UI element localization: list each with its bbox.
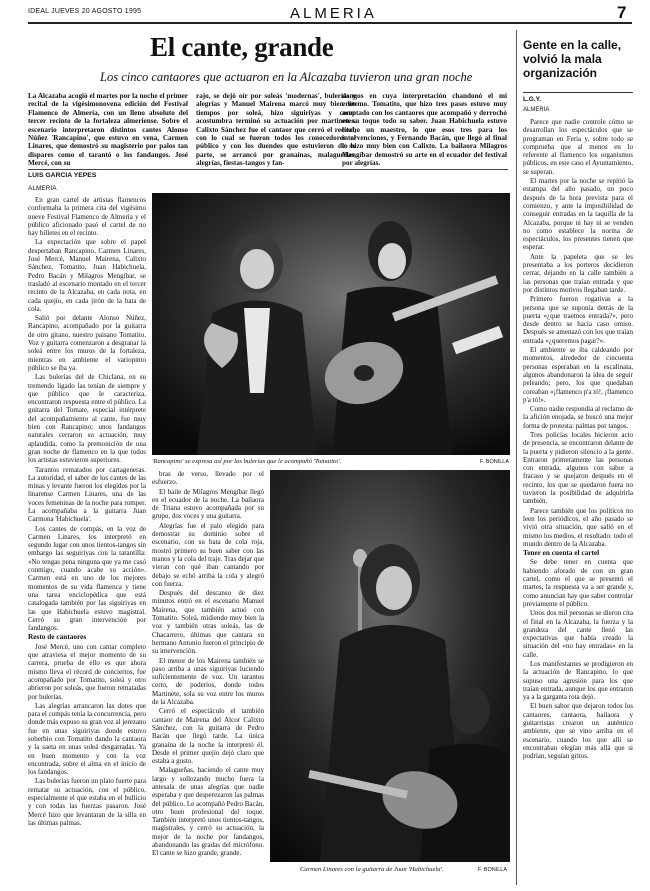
photo-2-credit: F. BONILLA: [478, 867, 508, 873]
article-subtitle: Resto de cantaores: [28, 632, 87, 642]
paragraph: Primero fueron rogativas a la persona que se suponía detrás de la puerta «¿que traemos entrada?», pero desde dentro se hacía caso omiso. Después se amenazó con los que traían entrada «¿queremos pagar?».: [523, 295, 633, 345]
photo-2-caption: Carmen Linares con la guitarra de Juan 'Habichuela'.: [300, 866, 444, 873]
photo-rancapino-tomatito: [152, 193, 510, 455]
sidebar-rule: [523, 92, 633, 93]
masthead-rule: [28, 22, 632, 24]
photo-carmen-image: [270, 470, 510, 862]
photo-rancapino-image: [152, 193, 510, 455]
article-column-1: [28, 196, 146, 886]
paragraph: Los manifestantes se prodigieron en la actuación de Rancapino, lo que supuso una agresión para los que traían entrada, aunque los que entraron ya a la garganta rota dejó.: [523, 660, 633, 702]
paragraph: El baile de Milagros Mengíbar llegó en el ecuador de la noche. La bailaora de Triana estuvo acompañada por su grupo, dos voces y una guitarra.: [152, 487, 264, 521]
paragraph: El buen sabor que dejaron todos los cantaores, cantaora, bailaora y guitarristas crearon un auténtico ambiente, que se vino arriba en el escenario, cuando los que allí se encontraban elegían más allá que si podrían, seguían gritos.: [523, 702, 633, 761]
photo-carmen-linares: [270, 470, 510, 862]
paragraph: Tres policías locales hicieron acto de presencia, se encontraron delante de la puerta y pidieron silencio a la gente. Entraron primeramente las personas con entrada, algunos con sabor a fracaso y se quejaron después en el recinto, los que se quedaron fuera no tuvieron la posibilidad de adquirirla también.: [523, 430, 633, 506]
paragraph: Los cantes de compás, en la voz de Carmen Linares, los interpretó en segundo lugar con unos tientos-tangos sin embargo las seguiriyas con la tarantilla: «No tengas pena ninguna que ya me casó conmigo, cuando acabe su acción». Carmen está en uno de los mejores momentos de su vida flamenca y tiene una tarea enciclopédica que está catalogada también por las siguiriyas en las que Habichuela estuvo magistral. Cerró su gran intervención por fandangos.: [28, 524, 146, 633]
paragraph: Alegrías fue el palo elegido para demostrar su dominio sobre el escenario, con su bata de cola roja, mostró primero su buen saber con las manos y la cola del traje. Tras dejar que vieran con qué iban cantando por debajo se echó arriba la cola y alegró con fuerza.: [152, 521, 264, 588]
headline: El cante, grande: [150, 32, 334, 62]
paragraph: El ambiente se iba caldeando por momentos, alrededor de cincuenta personas esperaban en la escalinata, algunos abandonaron la idea de seguir peleando; pero, los que quedaban coreaban «¡flamenco p'a tó!, ¡flamenco p'a tó!».: [523, 346, 633, 404]
paragraph: Las alegrías arrancaron las dotes que para el compás tenía la concurrencia, pero donde más expuso su gran voz al jerezano fue en unas siguiriyas donde estuvo soberbio con Tomatito dando la cantaora y la saeta en unas soleá desgarradas. Ya en buen momento y con la voz encontrada, sobre el alma en el inicio de los fandangos.: [28, 701, 146, 777]
column-divider: [516, 30, 517, 885]
paragraph: Tarantos rematados por cartageneras. La autoridad, el saber de los cantes de las minas y levante fueron los elegidos por la linarense Carmen Linares, una de las voces femeninas de la noche para romper. La acompañaba a la guitarra Juan Carmona 'Habichuela'.: [28, 465, 146, 524]
byline: LUIS GARCIA YEPES: [28, 172, 97, 179]
paragraph: El martes por la noche se repitió la estampa del año pasado, un poco después de la hora prevista para el comienzo, y ante la imposibilidad de conseguir entradas en la taquilla de la Alcazaba, porque ni hay ni se venden no como establece la norma de espectáculos, los presentes tienen que esperar.: [523, 177, 633, 252]
photo-1-credit: F. BONILLA: [480, 459, 510, 465]
paragraph: Malagueñas, haciendo el cante muy largo y sollozando mucho fuera la antesala de unas alegrías que nadie esperaba y que desperezaron las palmas del público. Le acompañó Pedro Bacán, otro buen profesional del toque. También interpretó unos tientos-tangos, magistrales, y cerró su actuación, la mejor de la noche por fandangos, abandonando las gradas del micrófono. El cante se hizo grande, grande.: [152, 766, 264, 858]
sidebar-section-tag: ALMERIA: [523, 107, 550, 113]
paragraph: Se debe tener en cuenta que habiendo aforado de con un gran cartel, como el que se presentó el martes, la respuesta va a ser grande y, como anuncian hay que saber controlar previamente el público.: [523, 558, 633, 608]
masthead-section: ALMERIA: [290, 5, 377, 22]
lead-col-3: dangos en cuya interpretación chandonó el mi erótemo. Tomatito, que hizo tres pases estuvo muy aceptado con los cantaores que acompañó y derrochó en su toque todo su saber. Juan Habichuela estuvo hecho un maestro, lo que esos tres para los intervenciones, y Fernando Bacán, que llegó al final lo hizo muy bien con Calixto. La bailaora Milagros Mengíbar demostró su arte en el ecuador del festival por alegrías.: [342, 92, 507, 168]
sidebar-body: [523, 118, 633, 886]
paragraph: El menor de los Mairena también se paso arriba a unas siguiriyas luciendo suficientemente de voz. Un tarantos certo, de poderíos, donde todos Martinete, sola su voz entre los muros de la Alcazaba.: [152, 656, 264, 707]
paragraph: Unos dos mil personas se dieron cita el final en la Alcazaba, la fuerza y la grandeza del cante llenó las expectativas que había creado la situación del «no hay entradas» en la calle.: [523, 609, 633, 659]
subheadline: Los cinco cantaores que actuaron en la Alcazaba tuvieron una gran noche: [100, 70, 473, 84]
paragraph: Las bulerías del de Chiclana, en su tremendo ligado las tenían de siempre y que público que le caracteriza, encontraron respuesta entre el público. La guitarra del Tomate, especial intérprete del acompañamiento al cante, fue muy bien con Rancapino; unos fandangos naturales cerraron su actuación, muy aplaudida, como la premonición de una gran noche de flamenco en la que todos los artistas estuvieron superiores.: [28, 373, 146, 465]
paragraph: Ante la papeleta que se les presentaba a los porteros decidieron cerrar, dejando en la calle también a las personas que traían entrada y que por distintos motivos llegaban tarde.: [523, 252, 633, 294]
sidebar-subtitle: Tener en cuenta el cartel: [523, 548, 600, 558]
paragraph: Salió por delante Alonso Núñez, Rancapino, acompañado por la guitarra de otro gitano, nuestro paisano Tomatito. Voz y guitarra comenzaron a desgranar la soleá entre los muros de la fortaleza, mientras en ambiente el variopinto público se iba ya.: [28, 314, 146, 372]
sidebar-author: L.G.Y.: [523, 96, 542, 103]
paragraph: bras de verso, llevado por el esfuerzo.: [152, 470, 264, 487]
lead-rule: [28, 169, 508, 170]
paragraph: Cerró el espectáculo el también cantaor de Mairena del Alcor Calixto Sánchez, con la guitarra de Pedro Bacán que llegó tarde. La única granaína de la noche la interpretó él. Desde el primer quejío dejó claro que estaba a gusto.: [152, 707, 264, 766]
sidebar-title: Gente en la calle, volvió la mala organización: [523, 38, 622, 80]
paragraph: Después del descanso de diez minutos entró en el escenario Manuel Mairena, que también actuó con Tomatito. Soleá, midiendo muy bien la voz y también otras soleás, las de Chacarrero, últimas que cantara su hermano Antonio fueron el principio de su intervención.: [152, 589, 264, 656]
lead-col-1: La Alcazaba acogió el martes por la noche el primer recital de la vigésimonovena edición del Festival Flamenco de Almería, con un lleno absoluto del tercer recinto de la fortaleza almeriense. Sobre el escenario interpretaron distintos cantes Alonso Núñez 'Rancapino', que estuvo en vena, Carmen Linares, que demostró su magisterio por palos tan dispares como el tarantó o los fandangos. José Mercé, con su: [28, 92, 188, 168]
paragraph: Las bulerías fueron un plato fuerte para rematar su actuación, con el público, especialmente el que estaba en el bullicio y con todas las fuerzas pasaron. José Mercé hizo que levantaran de la silla en las últimas palmas.: [28, 777, 146, 827]
paragraph: José Mercé, uno con cantar completo que atraviesa el mejor momento de su carrera, prueba de ello es que ahora mismo lleva el récord de conciertos, fue acompañado por Tomatito, soleá y otro abrieron por soleás, que fueron rematadas por bulerías.: [28, 642, 146, 701]
article-section-tag: ALMERIA: [28, 185, 57, 192]
paragraph: Como nadie respondía al reclamo de la afición enojada, se buscó una mejor forma de protesta: palmas por tangos.: [523, 405, 633, 430]
masthead-date: IDEAL JUEVES 20 AGOSTO 1995: [28, 8, 142, 15]
paragraph: En gran cartel de artistas flamencos conformaba la primera cita del vigésimo nueve Festival Flamenco de Almería y el público aficionado pasó el cartel de no hay billetes en el recinto.: [28, 196, 146, 238]
paragraph: Parece también que los políticos no leen los periódicos, el año pasado se vivió otra situación, que salió en el mismo los medios, el resultado: todo el mundo dentro de la Alcazaba.: [523, 506, 633, 548]
lead-col-2: rajo, se dejó oír por soleás 'modernas', bulerías y alegrías y Manuel Mairena marcó muy bien los tiempos por soleá, hizo siguiriyas y como acostumbra terminó su actuación por martinetes. Calixto Sánchez fue el cantaor que cerró el recital, con lo cual se fueron todos los conocedores al público y con los duendes que estuvieron de su parte, se arrancó por granaínas, malagueñas, alegrías, fiestas-tangos y fan-: [196, 92, 356, 168]
page-number: 7: [617, 3, 627, 22]
photo-1-caption: 'Rancapino' se expresa así por las bulerías que le acompañó 'Tomatito'.: [152, 458, 342, 465]
article-column-2: [152, 470, 264, 885]
paragraph: La expectación que sobre el papel despertaban Rancapino, Carmen Linares, José Mercé, Manuel Mairena, Calixto Sánchez, Tomatito, Juan Habichuela, Pedro Bacán y Milagros Mengíbar, se trasladó al escenario montado en el tercer recinto de la Alcazaba, en cada nota, en cada quejío, en cada jirón de la bata de cola.: [28, 238, 146, 313]
paragraph: Parece que nadie controle cómo se desarrollan los espectáculos que se programan en Feria y, sobre todo se comprueba que al menos en lo referente al flamenco los organismos públicos, en este caso el Ayuntamiento, se superan.: [523, 118, 633, 176]
